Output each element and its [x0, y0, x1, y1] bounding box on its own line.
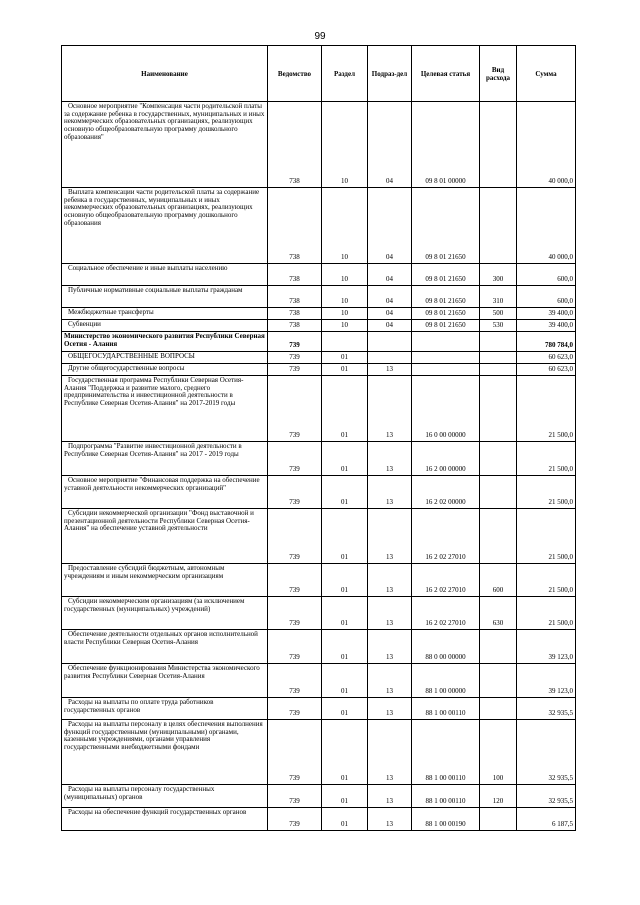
- row-name-text: Другие общегосударственные вопросы: [68, 364, 185, 372]
- cell-name: [62, 785, 268, 808]
- cell-sum: 21 500,0: [517, 509, 576, 564]
- cell-section: 01: [322, 509, 368, 564]
- cell-type: 530: [480, 320, 517, 332]
- cell-name: [62, 476, 268, 509]
- cell-section: 10: [322, 320, 368, 332]
- cell-target: 88 1 00 00110: [412, 785, 480, 808]
- cell-section: 01: [322, 785, 368, 808]
- cell-sum: 39 400,0: [517, 308, 576, 320]
- table-row: [62, 442, 576, 476]
- cell-type: [480, 102, 517, 188]
- row-name-text: Межбюджетные трансферты: [68, 308, 154, 316]
- cell-dept: 739: [268, 564, 322, 597]
- cell-name: [62, 102, 268, 188]
- cell-subsection: 04: [368, 102, 412, 188]
- cell-sum: 32 935,5: [517, 720, 576, 785]
- cell-dept: 739: [268, 376, 322, 442]
- col-header-name: Наименование: [62, 46, 268, 102]
- row-name-text: Расходы на выплаты персоналу в целях обеспечения выполнения функций государственными (муниципальными) органами, казенными учреждениями, органами управления государственными внебюджетными фондами: [64, 720, 263, 752]
- cell-subsection: 13: [368, 720, 412, 785]
- cell-sum: 39 123,0: [517, 630, 576, 664]
- cell-section: [322, 332, 368, 352]
- cell-sum: 39 123,0: [517, 664, 576, 698]
- cell-subsection: 13: [368, 785, 412, 808]
- cell-name: [62, 597, 268, 630]
- cell-type: [480, 509, 517, 564]
- cell-sum: 32 935,5: [517, 785, 576, 808]
- table-row: [62, 698, 576, 720]
- table-row: [62, 808, 576, 831]
- cell-name: [62, 698, 268, 720]
- cell-subsection: 13: [368, 442, 412, 476]
- cell-subsection: 04: [368, 188, 412, 264]
- cell-name: [62, 286, 268, 308]
- cell-target: 16 2 02 27010: [412, 597, 480, 630]
- cell-type: [480, 808, 517, 831]
- row-name-text: Выплата компенсации части родительской платы за содержание ребенка в государственных, муниципальных и иных некоммерческих образовательных организациях, реализующих основную общеобразовательную программу дошкольного образования: [64, 188, 260, 227]
- cell-target: [412, 352, 480, 364]
- row-name-text: ОБЩЕГОСУДАРСТВЕННЫЕ ВОПРОСЫ: [68, 352, 195, 360]
- table-row: [62, 785, 576, 808]
- cell-sum: 21 500,0: [517, 597, 576, 630]
- cell-target: 16 2 02 27010: [412, 564, 480, 597]
- cell-sum: 39 400,0: [517, 320, 576, 332]
- cell-type: [480, 188, 517, 264]
- cell-section: 10: [322, 102, 368, 188]
- cell-dept: 738: [268, 264, 322, 286]
- cell-dept: 738: [268, 320, 322, 332]
- cell-section: 01: [322, 808, 368, 831]
- cell-type: 600: [480, 564, 517, 597]
- cell-dept: 738: [268, 286, 322, 308]
- cell-section: 10: [322, 308, 368, 320]
- cell-subsection: 13: [368, 564, 412, 597]
- cell-name: [62, 720, 268, 785]
- cell-section: 10: [322, 286, 368, 308]
- cell-target: 09 8 01 00000: [412, 102, 480, 188]
- cell-type: 310: [480, 286, 517, 308]
- cell-name: [62, 376, 268, 442]
- row-name-text: Расходы на выплаты по оплате труда работников государственных органов: [64, 698, 214, 714]
- cell-dept: 739: [268, 664, 322, 698]
- cell-type: [480, 442, 517, 476]
- cell-section: 01: [322, 664, 368, 698]
- cell-target: 16 2 02 00000: [412, 476, 480, 509]
- cell-target: 09 8 01 21650: [412, 188, 480, 264]
- cell-type: 120: [480, 785, 517, 808]
- cell-target: 09 8 01 21650: [412, 308, 480, 320]
- col-header-subsection: Подраз-дел: [368, 46, 412, 102]
- cell-type: 100: [480, 720, 517, 785]
- cell-target: 16 0 00 00000: [412, 376, 480, 442]
- cell-name: [62, 308, 268, 320]
- cell-target: 16 2 02 27010: [412, 509, 480, 564]
- table-row: [62, 376, 576, 442]
- cell-target: 88 1 00 00110: [412, 698, 480, 720]
- row-name-text: Расходы на обеспечение функций государственных органов: [68, 808, 247, 816]
- cell-sum: 21 500,0: [517, 376, 576, 442]
- cell-sum: 32 935,5: [517, 698, 576, 720]
- col-header-dept: Ведомство: [268, 46, 322, 102]
- table-row: [62, 320, 576, 332]
- cell-subsection: 13: [368, 509, 412, 564]
- row-name-text: Расходы на выплаты персоналу государственных (муниципальных) органов: [64, 785, 215, 801]
- cell-subsection: 04: [368, 286, 412, 308]
- table-row: [62, 509, 576, 564]
- cell-target: 88 1 00 00110: [412, 720, 480, 785]
- cell-section: 01: [322, 376, 368, 442]
- cell-subsection: 04: [368, 264, 412, 286]
- cell-dept: 739: [268, 509, 322, 564]
- cell-section: 01: [322, 442, 368, 476]
- cell-subsection: 13: [368, 364, 412, 376]
- cell-target: 09 8 01 21650: [412, 264, 480, 286]
- cell-name: [62, 442, 268, 476]
- cell-type: [480, 476, 517, 509]
- row-name-text: Государственная программа Республики Северная Осетия-Алания "Поддержка и развитие малого, среднего предпринимательства и инвестиционной деятельности в Республике Северная Осетия-Алания" на 2017-2019 годы: [64, 376, 244, 408]
- col-header-type: Вид расхода: [480, 46, 517, 102]
- cell-sum: 60 623,0: [517, 364, 576, 376]
- cell-sum: 21 500,0: [517, 476, 576, 509]
- table-row: [62, 564, 576, 597]
- cell-subsection: 13: [368, 808, 412, 831]
- cell-target: 88 1 00 00000: [412, 664, 480, 698]
- table-row: [62, 352, 576, 364]
- cell-dept: 739: [268, 332, 322, 352]
- cell-section: 01: [322, 720, 368, 785]
- cell-section: 01: [322, 364, 368, 376]
- cell-type: 630: [480, 597, 517, 630]
- cell-name: [62, 808, 268, 831]
- cell-subsection: 13: [368, 476, 412, 509]
- row-name-text: Министерство экономического развития Республики Северная Осетия - Алания: [64, 332, 265, 348]
- cell-sum: 21 500,0: [517, 442, 576, 476]
- cell-subsection: [368, 332, 412, 352]
- cell-sum: 60 623,0: [517, 352, 576, 364]
- budget-table: [61, 45, 576, 831]
- cell-section: 01: [322, 597, 368, 630]
- cell-dept: 739: [268, 476, 322, 509]
- cell-type: [480, 352, 517, 364]
- cell-target: 88 0 00 00000: [412, 630, 480, 664]
- cell-subsection: 13: [368, 597, 412, 630]
- cell-name: [62, 188, 268, 264]
- cell-sum: 600,0: [517, 286, 576, 308]
- cell-section: 01: [322, 564, 368, 597]
- cell-target: [412, 364, 480, 376]
- table-row: [62, 364, 576, 376]
- cell-name: [62, 264, 268, 286]
- cell-sum: 40 000,0: [517, 188, 576, 264]
- cell-target: 09 8 01 21650: [412, 320, 480, 332]
- cell-dept: 738: [268, 102, 322, 188]
- row-name-text: Обеспечение деятельности отдельных органов исполнительной власти Республики Северная Осетия-Алания: [64, 630, 258, 646]
- cell-type: 500: [480, 308, 517, 320]
- table-body: [62, 102, 576, 831]
- cell-sum: 21 500,0: [517, 564, 576, 597]
- cell-target: 88 1 00 00190: [412, 808, 480, 831]
- row-name-text: Основное мероприятие "Компенсация части родительской платы за содержание ребенка в государственных, муниципальных и иных некоммерческих образовательных организациях, реализующих основную общеобразовательную программу дошкольного образования": [64, 102, 265, 141]
- cell-section: 01: [322, 352, 368, 364]
- table-row: [62, 476, 576, 509]
- cell-type: [480, 332, 517, 352]
- cell-subsection: 13: [368, 664, 412, 698]
- cell-type: [480, 664, 517, 698]
- page-number: 99: [314, 31, 326, 42]
- cell-name: [62, 630, 268, 664]
- cell-dept: 739: [268, 597, 322, 630]
- cell-target: [412, 332, 480, 352]
- cell-sum: 780 784,0: [517, 332, 576, 352]
- cell-dept: 738: [268, 188, 322, 264]
- cell-type: [480, 364, 517, 376]
- cell-section: 10: [322, 188, 368, 264]
- table-row: [62, 286, 576, 308]
- cell-dept: 739: [268, 785, 322, 808]
- cell-dept: 739: [268, 630, 322, 664]
- cell-target: 09 8 01 21650: [412, 286, 480, 308]
- cell-type: [480, 630, 517, 664]
- cell-sum: 600,0: [517, 264, 576, 286]
- cell-name: [62, 664, 268, 698]
- row-name-text: Предоставление субсидий бюджетным, автономным учреждениям и иным некоммерческим организациям: [64, 564, 225, 580]
- row-name-text: Социальное обеспечение и иные выплаты населению: [68, 264, 228, 272]
- cell-type: 300: [480, 264, 517, 286]
- table-row: [62, 188, 576, 264]
- cell-subsection: 04: [368, 308, 412, 320]
- cell-target: 16 2 00 00000: [412, 442, 480, 476]
- cell-dept: 739: [268, 352, 322, 364]
- cell-sum: 40 000,0: [517, 102, 576, 188]
- cell-section: 01: [322, 698, 368, 720]
- cell-dept: 739: [268, 808, 322, 831]
- row-name-text: Субсидии некоммерческим организациям (за исключением государственных (муниципальных) учреждений): [64, 597, 245, 613]
- table-row: [62, 308, 576, 320]
- table-row: [62, 332, 576, 352]
- cell-name: [62, 332, 268, 352]
- table-row: [62, 597, 576, 630]
- cell-dept: 739: [268, 442, 322, 476]
- cell-subsection: 13: [368, 376, 412, 442]
- row-name-text: Основное мероприятие "Финансовая поддержка на обеспечение уставной деятельности некоммерческих организаций": [64, 476, 260, 492]
- cell-sum: 6 187,5: [517, 808, 576, 831]
- cell-subsection: 13: [368, 630, 412, 664]
- cell-section: 10: [322, 264, 368, 286]
- col-header-section: Раздел: [322, 46, 368, 102]
- table-row: [62, 102, 576, 188]
- table-row: [62, 664, 576, 698]
- row-name-text: Субвенции: [68, 320, 101, 328]
- row-name-text: Публичные нормативные социальные выплаты гражданам: [68, 286, 243, 294]
- cell-subsection: [368, 352, 412, 364]
- cell-type: [480, 698, 517, 720]
- cell-name: [62, 364, 268, 376]
- col-header-target: Целевая статья: [412, 46, 480, 102]
- cell-dept: 739: [268, 720, 322, 785]
- cell-name: [62, 564, 268, 597]
- cell-subsection: 13: [368, 698, 412, 720]
- row-name-text: Обеспечение функционирования Министерства экономического развития Республики Северная Осетия-Алания: [64, 664, 260, 680]
- cell-dept: 739: [268, 364, 322, 376]
- cell-name: [62, 352, 268, 364]
- cell-subsection: 04: [368, 320, 412, 332]
- cell-name: [62, 320, 268, 332]
- cell-section: 01: [322, 630, 368, 664]
- header-row: [62, 46, 576, 102]
- table-row: [62, 630, 576, 664]
- cell-section: 01: [322, 476, 368, 509]
- col-header-sum: Сумма: [517, 46, 576, 102]
- cell-dept: 739: [268, 698, 322, 720]
- cell-dept: 738: [268, 308, 322, 320]
- cell-type: [480, 376, 517, 442]
- row-name-text: Подпрограмма "Развитие инвестиционной деятельности в Республике Северная Осетия-Алания" на 2017 - 2019 годы: [64, 442, 242, 458]
- table-row: [62, 264, 576, 286]
- row-name-text: Субсидии некоммерческой организации "Фонд выставочной и презентационной деятельности Республики Северная Осетия-Алания" на обеспечение уставной деятельности: [64, 509, 254, 533]
- table-row: [62, 720, 576, 785]
- cell-name: [62, 509, 268, 564]
